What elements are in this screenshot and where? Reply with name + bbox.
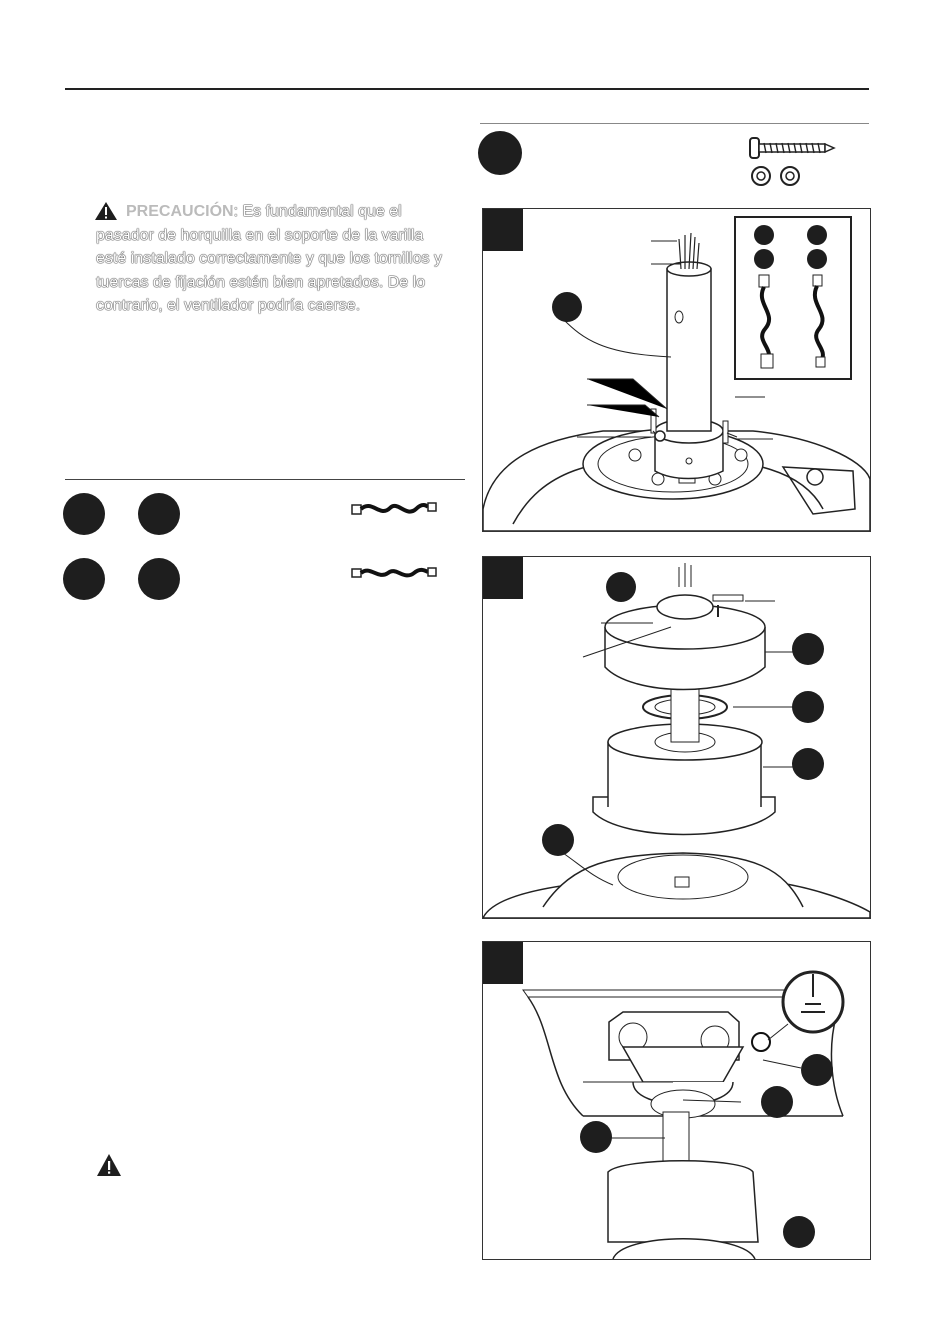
- wire-harness-icon: [350, 496, 440, 527]
- step-number-badge: [478, 131, 522, 175]
- top-rule: [65, 88, 869, 90]
- part-badge: [63, 558, 105, 600]
- part-badge: [138, 558, 180, 600]
- warning-triangle-icon: [96, 1153, 122, 1182]
- washer-icon: [750, 165, 806, 192]
- illustration-panel-ceiling-mount: [482, 941, 871, 1260]
- caution-keyword: PRECAUCIÓN: [126, 203, 234, 220]
- wire-harness-icon: [350, 562, 440, 589]
- part-badge: [138, 493, 180, 535]
- screw-icon: [748, 134, 838, 167]
- illustration-panel-downrod: [482, 208, 871, 532]
- caution-note: [96, 200, 456, 318]
- part-badge: [63, 493, 105, 535]
- caution-text: : Es fundamental que el pasador de horquilla en el soporte de la varilla esté instalado correctamente y que los tornillos y tuercas de fijación estén bien apretados. De lo contrario, el ventilador podría caerse.: [96, 203, 442, 314]
- section-rule-right: [480, 123, 869, 124]
- illustration-panel-canopy: [482, 556, 871, 919]
- section-rule-left: [65, 479, 465, 480]
